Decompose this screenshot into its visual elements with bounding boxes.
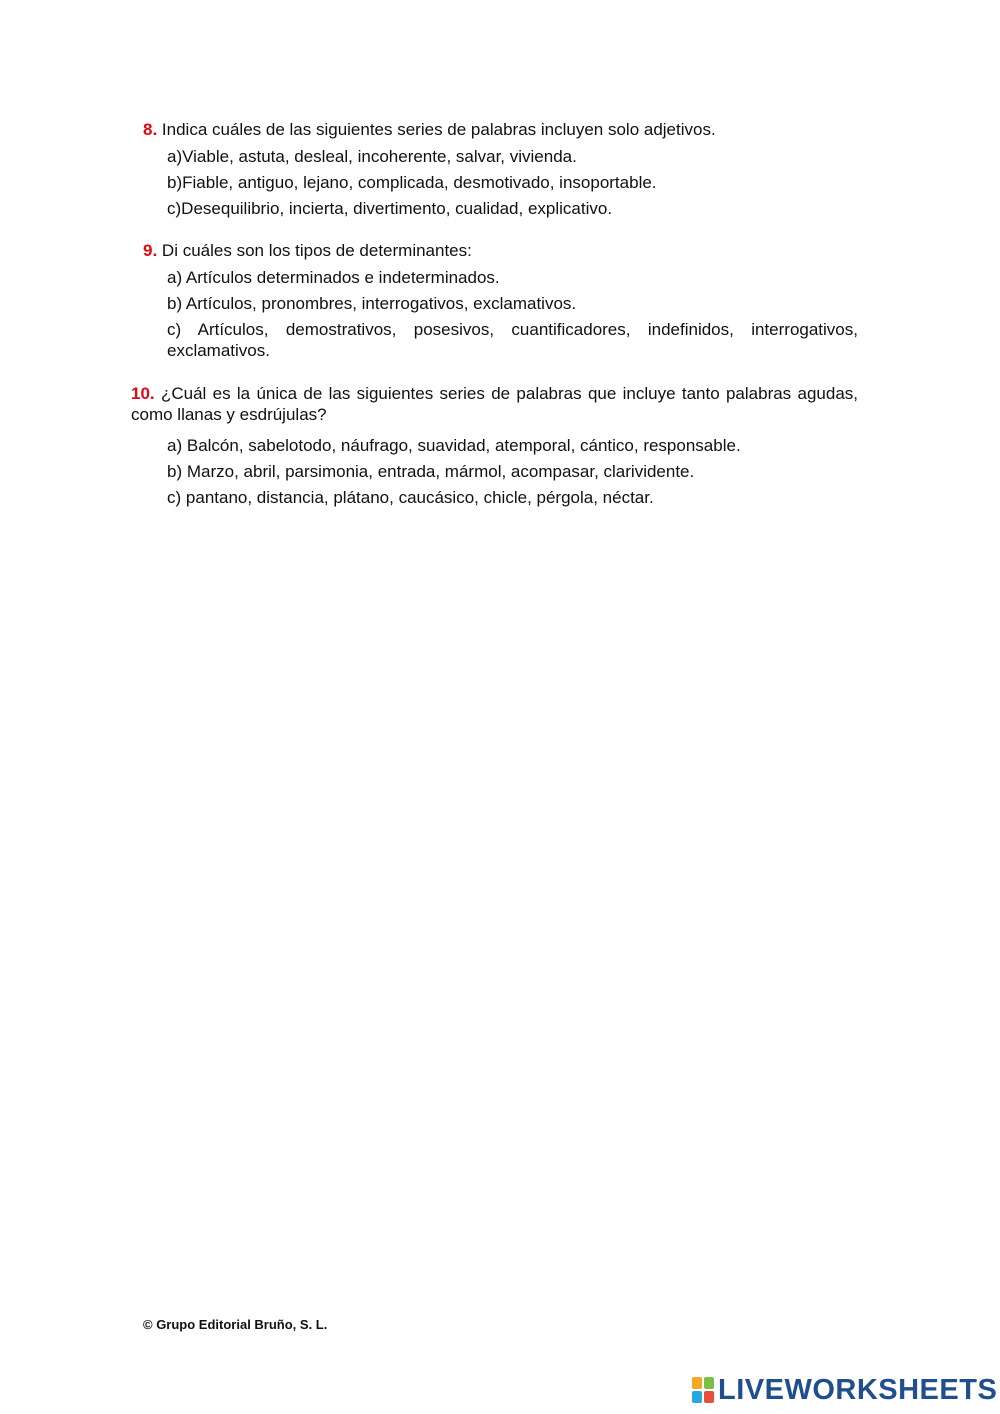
option-label: c) [167,488,182,507]
option-label: a) [167,147,183,166]
option-text: Balcón, sabelotodo, náufrago, suavidad, atemporal, cántico, responsable. [186,436,741,455]
question-number: 8. [143,120,158,139]
question-9-statement [130,240,858,261]
option-c[interactable] [167,487,858,508]
question-9-options [130,267,858,361]
logo-square-icon [692,1377,702,1389]
option-a[interactable] [167,435,858,456]
question-text: Di cuáles son los tipos de determinantes: [161,241,472,260]
option-label: c) [167,320,182,339]
liveworksheets-logo[interactable] [692,1374,997,1406]
question-8 [130,119,858,224]
logo-square-icon [704,1391,714,1403]
option-label: b) [167,294,183,313]
option-label: b) [167,173,183,192]
question-text: ¿Cuál es la única de las siguientes series de palabras que incluye tanto palabras agudas, como llanas y esdrújulas? [131,384,858,424]
option-label: b) [167,462,183,481]
option-a[interactable] [167,146,858,167]
logo-text: LIVEWORKSHEETS [718,1373,998,1406]
option-label: a) [167,268,183,287]
option-text: Marzo, abril, parsimonia, entrada, mármol, acompasar, clarividente. [186,462,695,481]
option-text: Fiable, antiguo, lejano, complicada, desmotivado, insoportable. [182,173,657,192]
option-c[interactable] [167,198,858,219]
question-10-statement [117,383,858,425]
question-8-statement [130,119,858,140]
option-a[interactable] [167,267,858,288]
option-text: Artículos, demostrativos, posesivos, cuantificadores, indefinidos, interrogativos, exclamativos. [167,320,858,360]
option-label: a) [167,436,183,455]
logo-square-icon [704,1377,714,1389]
question-9 [130,240,858,366]
question-text: Indica cuáles de las siguientes series de palabras incluyen solo adjetivos. [161,120,716,139]
question-10-options [117,435,858,508]
option-label: c) [167,199,182,218]
option-b[interactable] [167,461,858,482]
option-b[interactable] [167,293,858,314]
copyright-footer: © Grupo Editorial Bruño, S. L. [143,1317,328,1332]
liveworksheets-logo-icon [692,1377,714,1403]
question-number: 10. [131,384,155,403]
logo-square-icon [692,1391,702,1403]
option-b[interactable] [167,172,858,193]
option-text: pantano, distancia, plátano, caucásico, chicle, pérgola, néctar. [185,488,654,507]
question-10 [117,383,858,513]
option-text: Artículos determinados e indeterminados. [185,268,500,287]
option-c[interactable] [167,319,858,361]
question-8-options [130,146,858,219]
question-number: 9. [143,241,158,260]
option-text: Artículos, pronombres, interrogativos, exclamativos. [185,294,577,313]
option-text: Viable, astuta, desleal, incoherente, salvar, vivienda. [182,147,577,166]
option-text: Desequilibrio, incierta, divertimento, cualidad, explicativo. [181,199,613,218]
